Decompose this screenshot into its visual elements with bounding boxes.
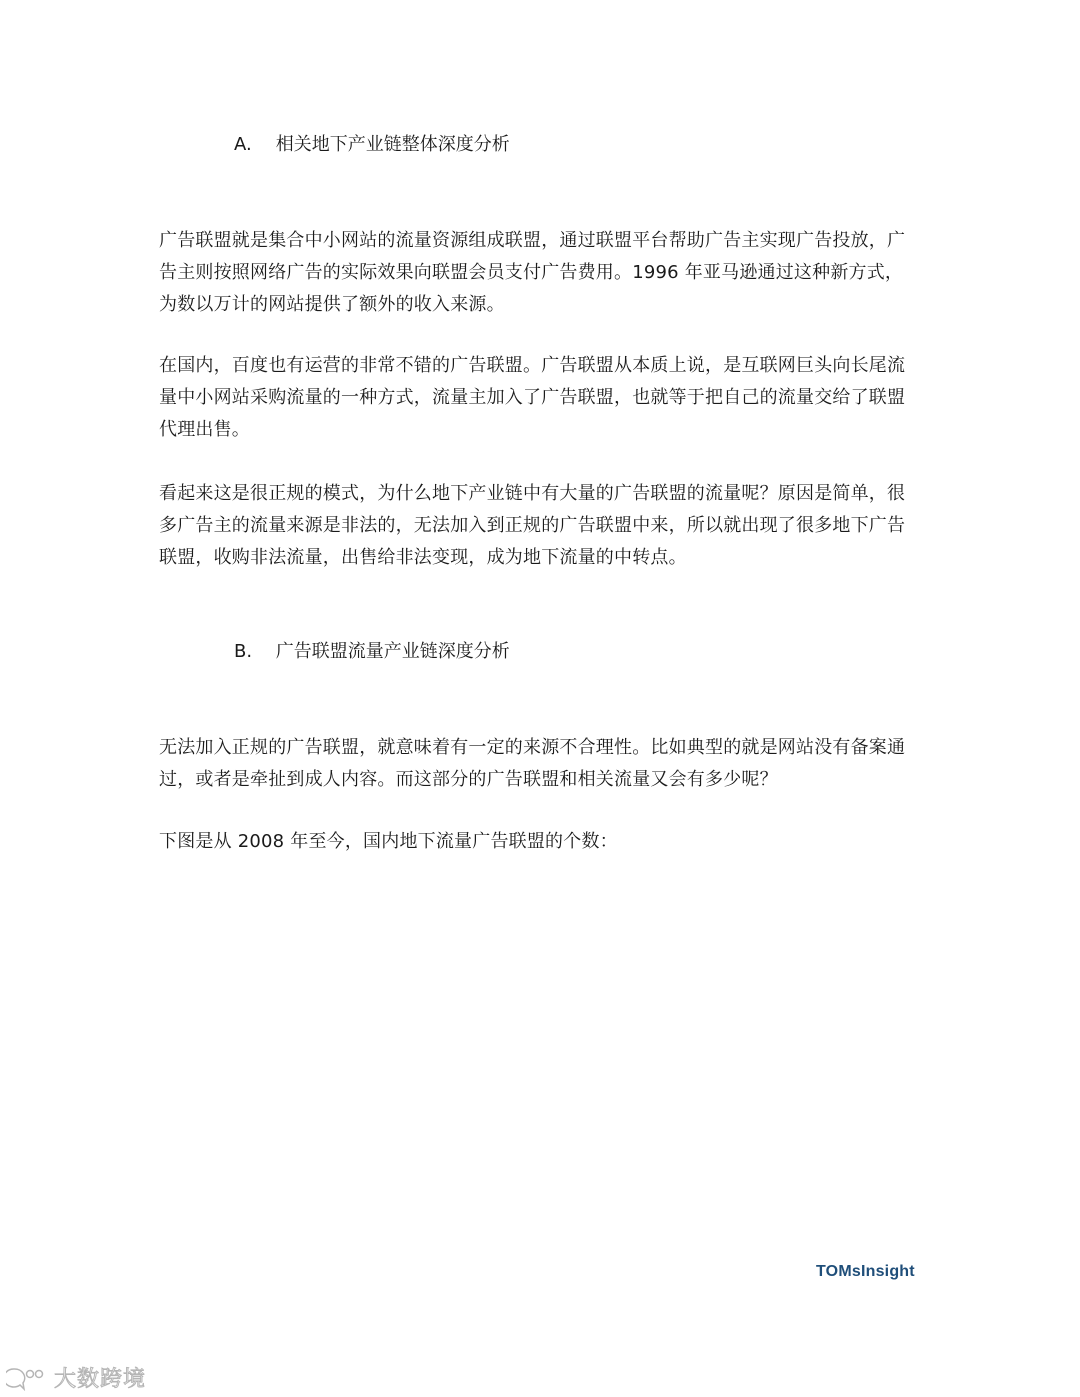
paragraph-line: 下图是从 2008 年至今，国内地下流量广告联盟的个数： [159, 831, 618, 852]
paragraph-3 [159, 478, 927, 574]
paragraph-line: 多广告主的流量来源是非法的，无法加入到正规的广告联盟中来，所以就出现了很多地下广告 [159, 515, 906, 536]
paragraph-line: 无法加入正规的广告联盟，就意味着有一定的来源不合理性。比如典型的就是网站没有备案通 [159, 737, 906, 758]
paragraph-1 [159, 225, 927, 321]
watermark-text: 大数跨境 [54, 1367, 147, 1392]
paragraph-5 [159, 826, 927, 858]
paragraph-line: 量中小网站采购流量的一种方式，流量主加入了广告联盟，也就等于把自己的流量交给了联盟 [159, 387, 906, 408]
section-a-letter: A. [234, 134, 252, 155]
paragraph-4 [159, 732, 927, 796]
paragraph-line: 为数以万计的网站提供了额外的收入来源。 [159, 294, 505, 315]
paragraph-line: 看起来这是很正规的模式，为什么地下产业链中有大量的广告联盟的流量呢？原因是简单，很 [159, 483, 906, 504]
paragraph-line: 代理出售。 [159, 419, 250, 440]
paragraph-line: 联盟，收购非法流量，出售给非法变现，成为地下流量的中转点。 [159, 547, 687, 568]
section-b-heading [234, 640, 510, 664]
paragraph-line: 告主则按照网络广告的实际效果向联盟会员支付广告费用。1996 年亚马逊通过这种新方式， [159, 262, 904, 283]
paragraph-2 [159, 350, 927, 446]
speech-bubble-logo-icon [6, 1365, 52, 1391]
paragraph-line: 过，或者是牵扯到成人内容。而这部分的广告联盟和相关流量又会有多少呢？ [159, 769, 778, 790]
section-a-title: 相关地下产业链整体深度分析 [275, 134, 510, 155]
section-b-letter: B. [234, 641, 253, 662]
paragraph-line: 广告联盟就是集合中小网站的流量资源组成联盟，通过联盟平台帮助广告主实现广告投放，广 [159, 230, 906, 251]
section-a-heading [234, 133, 510, 157]
paragraph-line: 在国内，百度也有运营的非常不错的广告联盟。广告联盟从本质上说，是互联网巨头向长尾流 [159, 355, 906, 376]
section-b-title: 广告联盟流量产业链深度分析 [275, 641, 510, 662]
toms-insight-logo: TOMsInsight [816, 1263, 915, 1280]
watermark [6, 1362, 146, 1393]
